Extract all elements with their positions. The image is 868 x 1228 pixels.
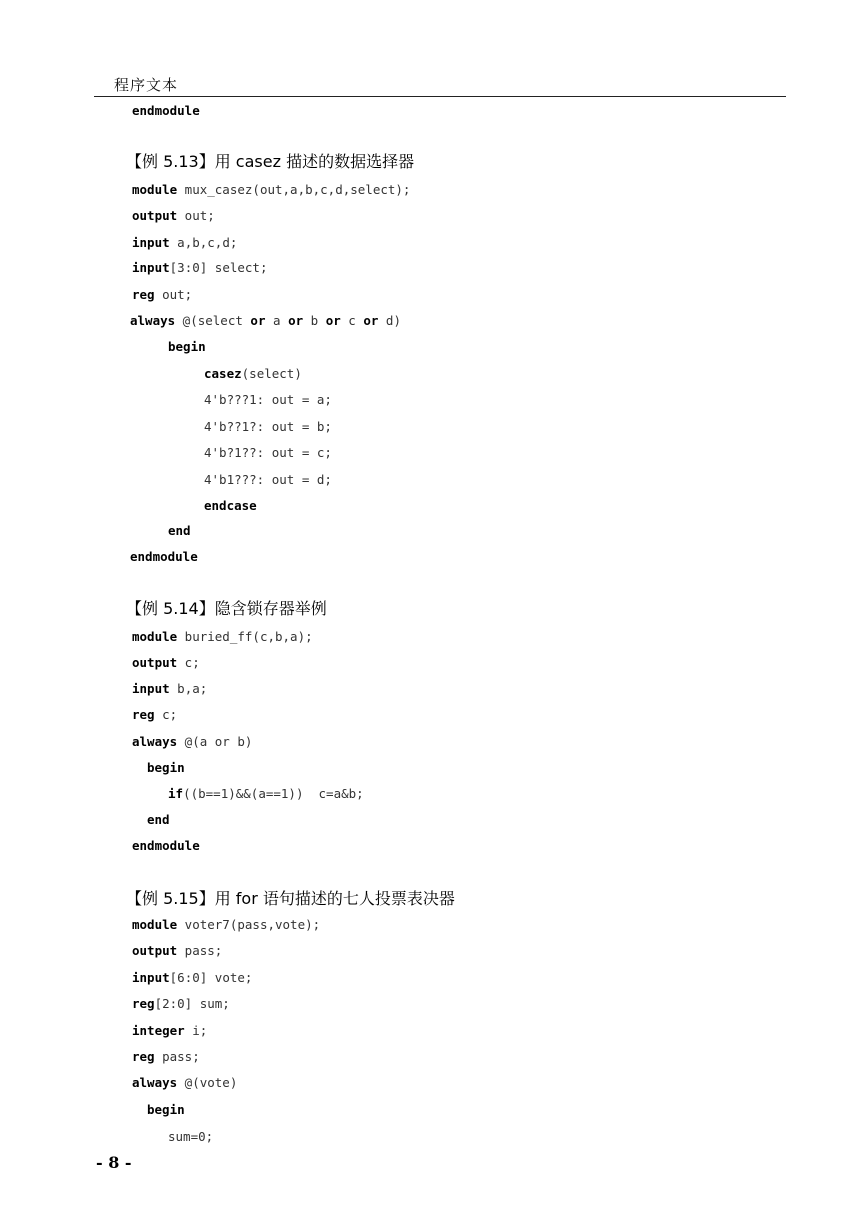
example-heading: 【例 5.13】用 casez 描述的数据选择器 xyxy=(126,152,415,171)
code-line xyxy=(132,996,230,1012)
code-keyword: endmodule xyxy=(132,103,200,118)
code-text: @(vote) xyxy=(177,1075,238,1090)
code-line xyxy=(168,1129,213,1145)
example-heading: 【例 5.14】隐含锁存器举例 xyxy=(126,599,327,618)
code-line xyxy=(132,734,252,750)
code-keyword: endcase xyxy=(204,498,257,513)
code-text: 4'b???1: out = a; xyxy=(204,392,332,407)
code-keyword: if xyxy=(168,786,184,801)
example-heading: 【例 5.15】用 for 语句描述的七人投票表决器 xyxy=(126,889,455,908)
code-line xyxy=(168,523,191,539)
code-text: b xyxy=(303,313,326,328)
code-line xyxy=(132,917,320,933)
code-line xyxy=(132,103,200,119)
code-text: a xyxy=(265,313,289,328)
code-keyword: reg xyxy=(132,287,155,302)
code-text: 4'b?1??: out = c; xyxy=(204,445,332,460)
code-line xyxy=(132,629,313,645)
code-line xyxy=(147,1102,185,1118)
code-text: mux_casez(out,a,b,c,d,select); xyxy=(177,182,411,197)
code-text: c; xyxy=(177,655,200,670)
code-text: 4'b1???: out = d; xyxy=(204,472,332,487)
code-line xyxy=(132,1023,207,1039)
code-line xyxy=(132,838,200,854)
code-line xyxy=(132,1075,237,1091)
code-keyword: endmodule xyxy=(130,549,198,564)
code-text: i; xyxy=(184,1023,208,1038)
code-text: out; xyxy=(177,208,215,223)
code-keyword: begin xyxy=(147,1102,185,1117)
code-line xyxy=(204,445,332,461)
code-keyword: end xyxy=(168,523,191,538)
code-line xyxy=(132,943,222,959)
code-text: c xyxy=(340,313,364,328)
code-text: pass; xyxy=(154,1049,200,1064)
code-keyword: reg xyxy=(132,707,155,722)
code-text: [6:0] vote; xyxy=(169,970,253,985)
code-keyword: module xyxy=(132,629,178,644)
code-line xyxy=(204,392,332,408)
code-keyword: or xyxy=(250,313,266,328)
code-keyword: or xyxy=(363,313,379,328)
code-line xyxy=(130,549,198,565)
code-line xyxy=(132,681,207,697)
code-keyword: module xyxy=(132,917,178,932)
code-keyword: input xyxy=(132,260,170,275)
code-keyword: reg xyxy=(132,1049,155,1064)
code-keyword: integer xyxy=(132,1023,185,1038)
code-text: @(a or b) xyxy=(177,734,253,749)
code-line xyxy=(132,260,267,276)
code-keyword: or xyxy=(288,313,304,328)
code-keyword: output xyxy=(132,208,178,223)
code-line xyxy=(147,812,170,828)
code-line xyxy=(168,786,364,802)
code-keyword: endmodule xyxy=(132,838,200,853)
code-line xyxy=(204,419,332,435)
code-text: c; xyxy=(154,707,178,722)
code-keyword: begin xyxy=(168,339,206,354)
code-keyword: always xyxy=(130,313,176,328)
code-line xyxy=(132,235,237,251)
code-text: voter7(pass,vote); xyxy=(177,917,321,932)
code-text: ((b==1)&&(a==1)) c=a&b; xyxy=(183,786,364,801)
code-line xyxy=(132,208,215,224)
code-text: out; xyxy=(154,287,193,302)
running-header: 程序文本 xyxy=(114,76,179,94)
code-line xyxy=(132,182,410,198)
code-line xyxy=(204,366,302,382)
code-text: pass; xyxy=(177,943,223,958)
header-rule xyxy=(94,96,786,97)
code-keyword: always xyxy=(132,734,178,749)
code-text: [3:0] select; xyxy=(169,260,268,275)
code-keyword: output xyxy=(132,943,178,958)
code-text: @(select xyxy=(175,313,251,328)
code-line xyxy=(132,707,177,723)
code-line xyxy=(204,472,332,488)
code-line xyxy=(132,287,192,303)
code-text: a,b,c,d; xyxy=(169,235,238,250)
code-line xyxy=(204,498,257,514)
code-text: (select) xyxy=(241,366,302,381)
code-keyword: casez xyxy=(204,366,242,381)
code-keyword: input xyxy=(132,235,170,250)
code-keyword: or xyxy=(325,313,341,328)
code-keyword: module xyxy=(132,182,178,197)
code-keyword: output xyxy=(132,655,178,670)
code-line xyxy=(132,655,200,671)
code-keyword: end xyxy=(147,812,170,827)
code-line xyxy=(147,760,185,776)
code-keyword: input xyxy=(132,970,170,985)
code-text: 4'b??1?: out = b; xyxy=(204,419,332,434)
code-text: [2:0] sum; xyxy=(154,996,230,1011)
code-text: sum=0; xyxy=(168,1129,214,1144)
code-text: b,a; xyxy=(169,681,208,696)
code-keyword: begin xyxy=(147,760,185,775)
code-keyword: always xyxy=(132,1075,178,1090)
code-text: buried_ff(c,b,a); xyxy=(177,629,313,644)
code-line xyxy=(132,1049,200,1065)
code-line xyxy=(130,313,401,329)
code-keyword: reg xyxy=(132,996,155,1011)
code-text: d) xyxy=(378,313,401,328)
code-keyword: input xyxy=(132,681,170,696)
page-number: - 8 - xyxy=(96,1153,132,1172)
code-line xyxy=(132,970,252,986)
code-line xyxy=(168,339,206,355)
